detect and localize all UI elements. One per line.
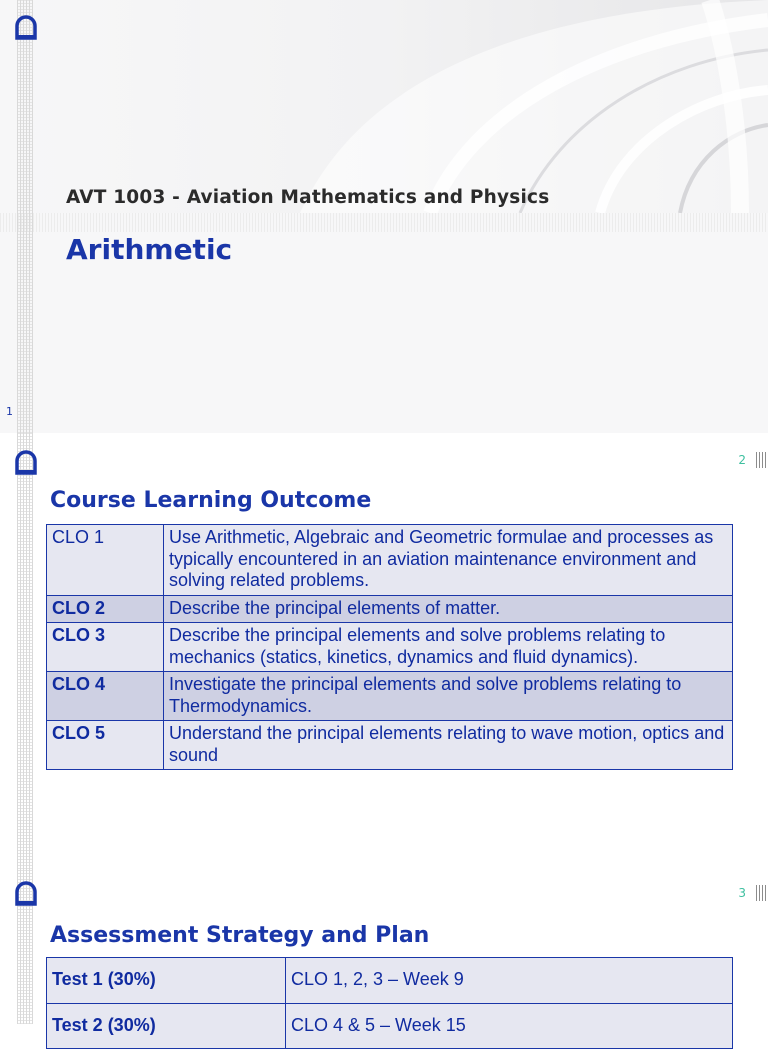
clo-code: CLO 1 xyxy=(47,525,164,596)
page-number: 3 xyxy=(738,886,746,900)
table-row xyxy=(47,672,733,721)
arch-logo-icon xyxy=(14,449,38,475)
corner-mark xyxy=(756,885,766,901)
slide-title: Course Learning Outcome xyxy=(50,488,372,513)
corner-mark xyxy=(756,452,766,468)
table-row xyxy=(47,623,733,672)
page-number: 2 xyxy=(738,453,746,467)
assessment-name: Test 1 (30%) xyxy=(47,958,286,1004)
slide-title: Arithmetic xyxy=(66,233,233,266)
table-row xyxy=(47,721,733,770)
side-strip xyxy=(17,433,33,870)
decorative-swirl-background xyxy=(0,0,768,213)
assessment-name: Test 2 (30%) xyxy=(47,1003,286,1049)
assessment-table xyxy=(46,957,733,1049)
clo-description: Describe the principal elements and solve problems relating to mechanics (statics, kinetics, dynamics and fluid dynamics). xyxy=(164,623,733,672)
clo-table xyxy=(46,524,733,770)
slide-2 xyxy=(0,433,768,870)
table-row xyxy=(47,1003,733,1049)
slide-title: Assessment Strategy and Plan xyxy=(50,923,430,948)
assessment-plan: CLO 4 & 5 – Week 15 xyxy=(286,1003,733,1049)
clo-code: CLO 3 xyxy=(47,623,164,672)
clo-code: CLO 5 xyxy=(47,721,164,770)
clo-description: Describe the principal elements of matter. xyxy=(164,595,733,623)
arch-logo-icon xyxy=(14,880,38,906)
clo-description: Use Arithmetic, Algebraic and Geometric formulae and processes as typically encountered in an aviation maintenance environment and solving related problems. xyxy=(164,525,733,596)
page-number: 1 xyxy=(6,405,13,418)
clo-code: CLO 4 xyxy=(47,672,164,721)
assessment-plan: CLO 1, 2, 3 – Week 9 xyxy=(286,958,733,1004)
slide-1 xyxy=(0,0,768,433)
header-band xyxy=(0,213,768,232)
table-row xyxy=(47,958,733,1004)
course-title: AVT 1003 - Aviation Mathematics and Physics xyxy=(66,187,550,208)
clo-description: Investigate the principal elements and solve problems relating to Thermodynamics. xyxy=(164,672,733,721)
clo-description: Understand the principal elements relating to wave motion, optics and sound xyxy=(164,721,733,770)
table-row xyxy=(47,595,733,623)
clo-code: CLO 2 xyxy=(47,595,164,623)
slide-3 xyxy=(0,870,768,1035)
table-row xyxy=(47,525,733,596)
side-strip xyxy=(17,0,33,433)
arch-logo-icon xyxy=(14,14,38,40)
